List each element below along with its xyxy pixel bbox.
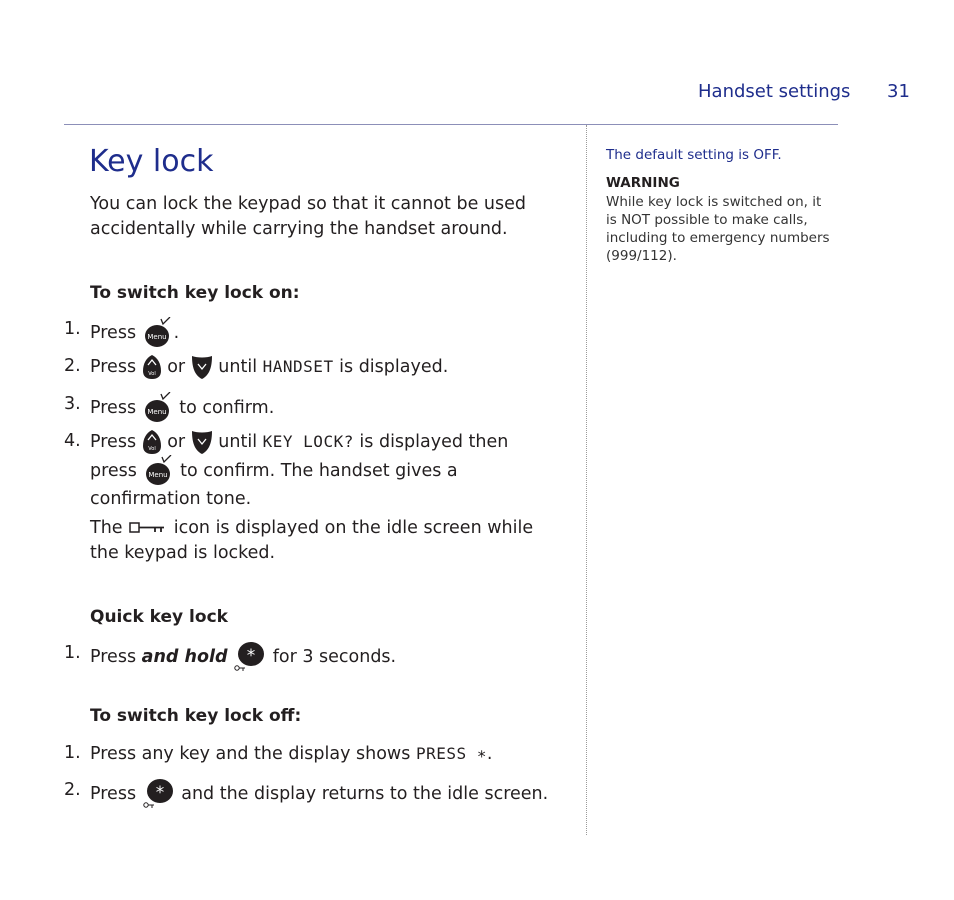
step-number: 2. [64,780,81,800]
key-lock-icon [128,521,168,535]
volume-up-key-icon [142,354,162,380]
svg-text:*: * [155,783,164,803]
note-text-start: The [90,518,123,538]
svg-text:*: * [246,646,256,666]
page-title: Key lock [89,144,214,179]
header-section-title: Handset settings [698,81,851,102]
step-number: 1. [64,319,81,339]
step-number: 1. [64,643,81,663]
volume-down-key-icon [191,354,213,380]
header-rule [64,124,838,125]
step-text: Press [90,432,137,452]
menu-key-icon [142,392,174,424]
svg-text:Menu: Menu [147,471,168,479]
step-text-end: for 3 seconds. [272,647,397,667]
step-text-mid: is displayed then [359,432,509,452]
step-number: 1. [64,743,81,763]
step-text-end: is displayed. [339,357,449,377]
or-text: or [167,432,186,452]
warning-text: While key lock is switched on, it is NOT possible to make calls, including to emergency numbers (999/112). [606,194,830,264]
step-text: Press [90,784,137,804]
step-text-end: . [173,323,180,343]
display-text: PRESS ∗ [415,744,487,763]
star-key-icon [142,778,176,810]
key-lock-note [90,516,560,566]
menu-key-icon [143,455,175,487]
volume-down-key-icon [191,429,213,455]
menu-key-icon [142,317,174,349]
display-text: KEY LOCK? [262,432,354,451]
page-number: 31 [887,81,910,102]
note-text-end: icon is displayed on the idle screen while the keypad is locked. [90,518,534,563]
until-text: until [218,432,258,452]
step-number: 4. [64,431,81,451]
step-text: Press any key and the display shows [90,744,411,764]
svg-text:Vol: Vol [147,371,156,377]
until-text: until [218,357,258,377]
step-text-end: and the display returns to the idle screen. [181,784,549,804]
svg-text:Menu: Menu [147,408,167,416]
step-number: 3. [64,394,81,414]
warning-title: WARNING [606,175,680,191]
display-text: HANDSET [262,357,334,376]
svg-text:Menu: Menu [147,333,167,341]
step-number: 2. [64,356,81,376]
step-text-end: to confirm. The handset gives a confirmation tone. [90,461,458,509]
switch-off-heading: To switch key lock off: [90,706,302,726]
switch-on-heading: To switch key lock on: [90,283,300,303]
svg-text:Vol: Vol [147,446,156,452]
step-text: Press [90,398,137,418]
star-key-icon [233,641,267,673]
step-text: Press [90,357,137,377]
default-setting-note: The default setting is OFF. [606,147,782,163]
emphasis-text: and hold [141,647,228,667]
intro-text: You can lock the keypad so that it cannot be used accidentally while carrying the handset around. [90,194,526,239]
quick-key-lock-heading: Quick key lock [90,607,228,627]
column-divider [586,125,587,835]
step-text: Press [90,647,137,667]
step-text-end: . [486,744,493,764]
volume-up-key-icon [142,429,162,455]
step-text-end: to confirm. [179,398,275,418]
step-text: Press [90,323,137,343]
step-text-press: press [90,461,137,481]
or-text: or [167,357,186,377]
